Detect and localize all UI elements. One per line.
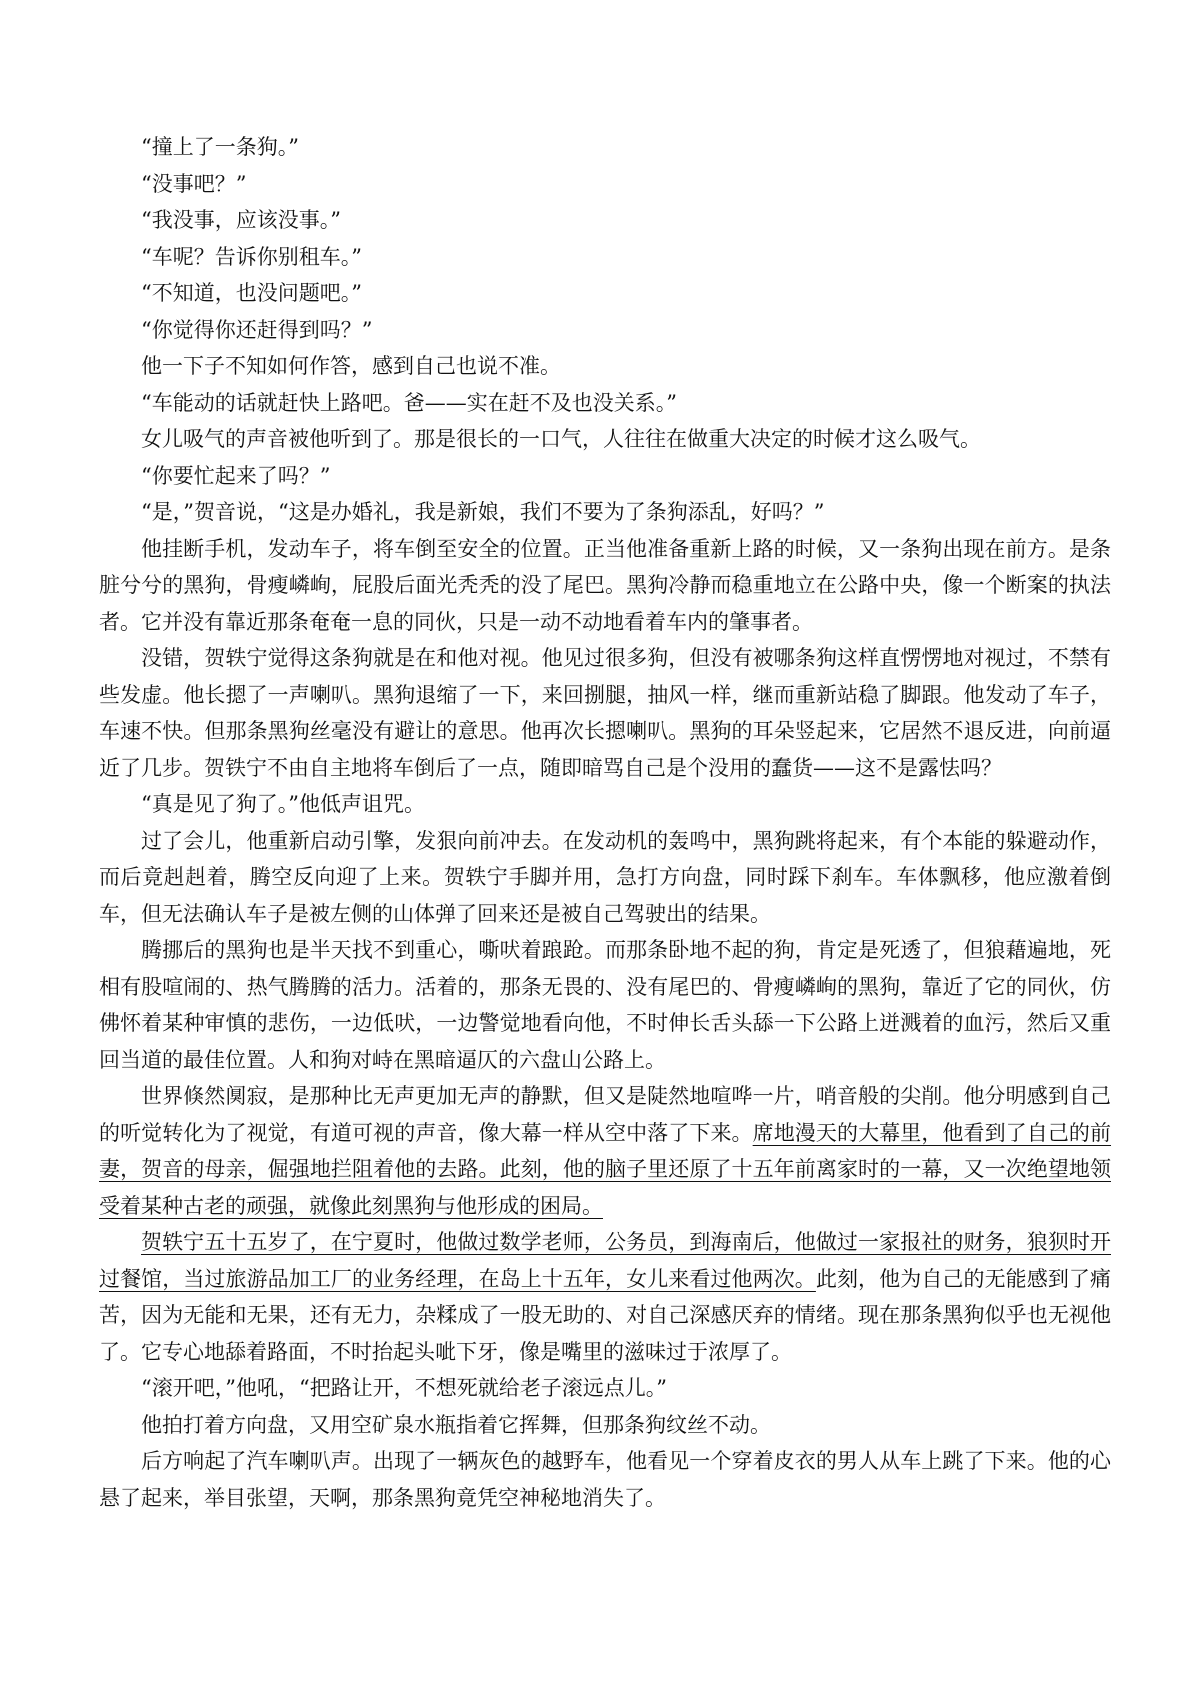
paragraph-text: 此刻，他为自己的无能感到了痛苦，因为无能和无果，还有无力，杂糅成了一股无助的、对自己深感厌弃的情绪。现在那条黑狗似乎也无视他了。它专心地舔着路面，不时抬起头呲下牙，像是嘴里的滋味过于浓厚了。 [99,1266,1111,1364]
story-text [99,129,1111,1516]
paragraph [99,348,1111,385]
paragraph [99,421,1111,458]
paragraph [99,1443,1111,1516]
paragraph-text: 女儿吸气的声音被他听到了。那是很长的一口气，人往往在做重大决定的时候才这么吸气。 [141,427,981,451]
paragraph [99,202,1111,239]
paragraph [99,1370,1111,1407]
paragraph [99,531,1111,641]
paragraph-text: “撞上了一条狗。” [141,135,299,159]
paragraph-text: 世界倏然阒寂，是那种比无声更加无声的静默，但又是陡然地喧哗一片，哨音般的尖削。他分明感到自己的听觉转化为了视觉，有道可视的声音，像大幕一样从空中落了下来。 [99,1084,1111,1145]
paragraph-text: 没错，贺轶宁觉得这条狗就是在和他对视。他见过很多狗，但没有被哪条狗这样直愣愣地对视过，不禁有些发虚。他长摁了一声喇叭。黑狗退缩了一下，来回捌腿，抽风一样，继而重新站稳了脚跟。他发动了车子，车速不快。但那条黑狗丝毫没有避让的意思。他再次长摁喇叭。黑狗的耳朵竖起来，它居然不退反进，向前逼近了几步。贺铁宁不由自主地将车倒后了一点，随即暗骂自己是个没用的蠢货——这不是露怯吗？ [99,646,1111,780]
paragraph-text: “真是见了狗了。”他低声诅咒。 [141,792,425,816]
paragraph-text: “是，”贺音说，“这是办婚礼，我是新娘，我们不要为了条狗添乱，好吗？” [141,500,825,524]
paragraph [99,166,1111,203]
paragraph-text: “车能动的话就赶快上路吧。爸——实在赶不及也没关系。” [141,390,677,415]
paragraph-text: “我没事，应该没事。” [141,208,341,232]
underlined-text: 贺轶宁五十五岁了，在宁夏时，他做过数学老师，公务员，到海南后，他做过一家报社的财务，狼狈时开过餐馆，当过旅游品加工厂的业务经理，在岛上十五年，女儿来看过他两次。 [99,1230,1111,1291]
paragraph [99,823,1111,933]
paragraph-text: “车呢？告诉你别租车。” [141,244,362,269]
paragraph-text: 他挂断手机，发动车子，将车倒至安全的位置。正当他准备重新上路的时候，又一条狗出现在前方。是条脏兮兮的黑狗，骨瘦嶙峋，屁股后面光秃秃的没了尾巴。黑狗冷静而稳重地立在公路中央，像一个断案的执法者。它并没有靠近那条奄奄一息的同伙，只是一动不动地看着车内的肇事者。 [99,536,1111,634]
paragraph [99,312,1111,349]
paragraph [99,786,1111,823]
paragraph-text: 他拍打着方向盘，又用空矿泉水瓶指着它挥舞，但那条狗纹丝不动。 [141,1412,771,1437]
paragraph [99,932,1111,1078]
underlined-text: 席地漫天的大幕里，他看到了自己的前妻，贺音的母亲，倔强地拦阻着他的去路。此刻，他的脑子里还原了十五年前离家时的一幕，又一次绝望地领受着某种古老的顽强，就像此刻黑狗与他形成的困局。 [99,1120,1112,1218]
paragraph-text: 腾挪后的黑狗也是半天找不到重心，嘶吠着踉跄。而那条卧地不起的狗，肯定是死透了，但狼藉遍地，死相有股喧闹的、热气腾腾的活力。活着的，那条无畏的、没有尾巴的、骨瘦嶙峋的黑狗，靠近了它的同伙，仿佛怀着某种审慎的悲伤，一边低吠，一边警觉地看向他，不时伸长舌头舔一下公路上迸溅着的血污，然后又重回当道的最佳位置。人和狗对峙在黑暗逼仄的六盘山公路上。 [99,938,1111,1072]
paragraph [99,494,1111,531]
paragraph-text: “没事吧？” [141,171,247,196]
paragraph [99,385,1111,422]
paragraph [99,1407,1111,1444]
paragraph [99,640,1111,786]
paragraph-text: “不知道，也没问题吧。” [141,281,362,305]
paragraph-text: 过了会儿，他重新启动引擎，发狠向前冲去。在发动机的轰鸣中，黑狗跳将起来，有个本能的躲避动作，而后竟赳赳着，腾空反向迎了上来。贺轶宁手脚并用，急打方向盘，同时踩下刹车。车体飘移，他应激着倒车，但无法确认车子是被左侧的山体弹了回来还是被自己驾驶出的结果。 [99,828,1111,926]
paragraph [99,1224,1111,1370]
paragraph [99,239,1111,276]
paragraph-text: “滚开吧，”他吼，“把路让开，不想死就给老子滚远点儿。” [141,1376,667,1400]
paragraph [99,458,1111,495]
paragraph-text: 他一下子不知如何作答，感到自己也说不准。 [141,354,561,378]
paragraph [99,129,1111,166]
paragraph [99,275,1111,312]
paragraph-text: 后方响起了汽车喇叭声。出现了一辆灰色的越野车，他看见一个穿着皮衣的男人从车上跳了下来。他的心悬了起来，举目张望，天啊，那条黑狗竟凭空神秘地消失了。 [99,1449,1111,1510]
paragraph [99,1078,1111,1224]
paragraph-text: “你觉得你还赶得到吗？” [141,317,373,342]
paragraph-text: “你要忙起来了吗？” [141,463,331,488]
